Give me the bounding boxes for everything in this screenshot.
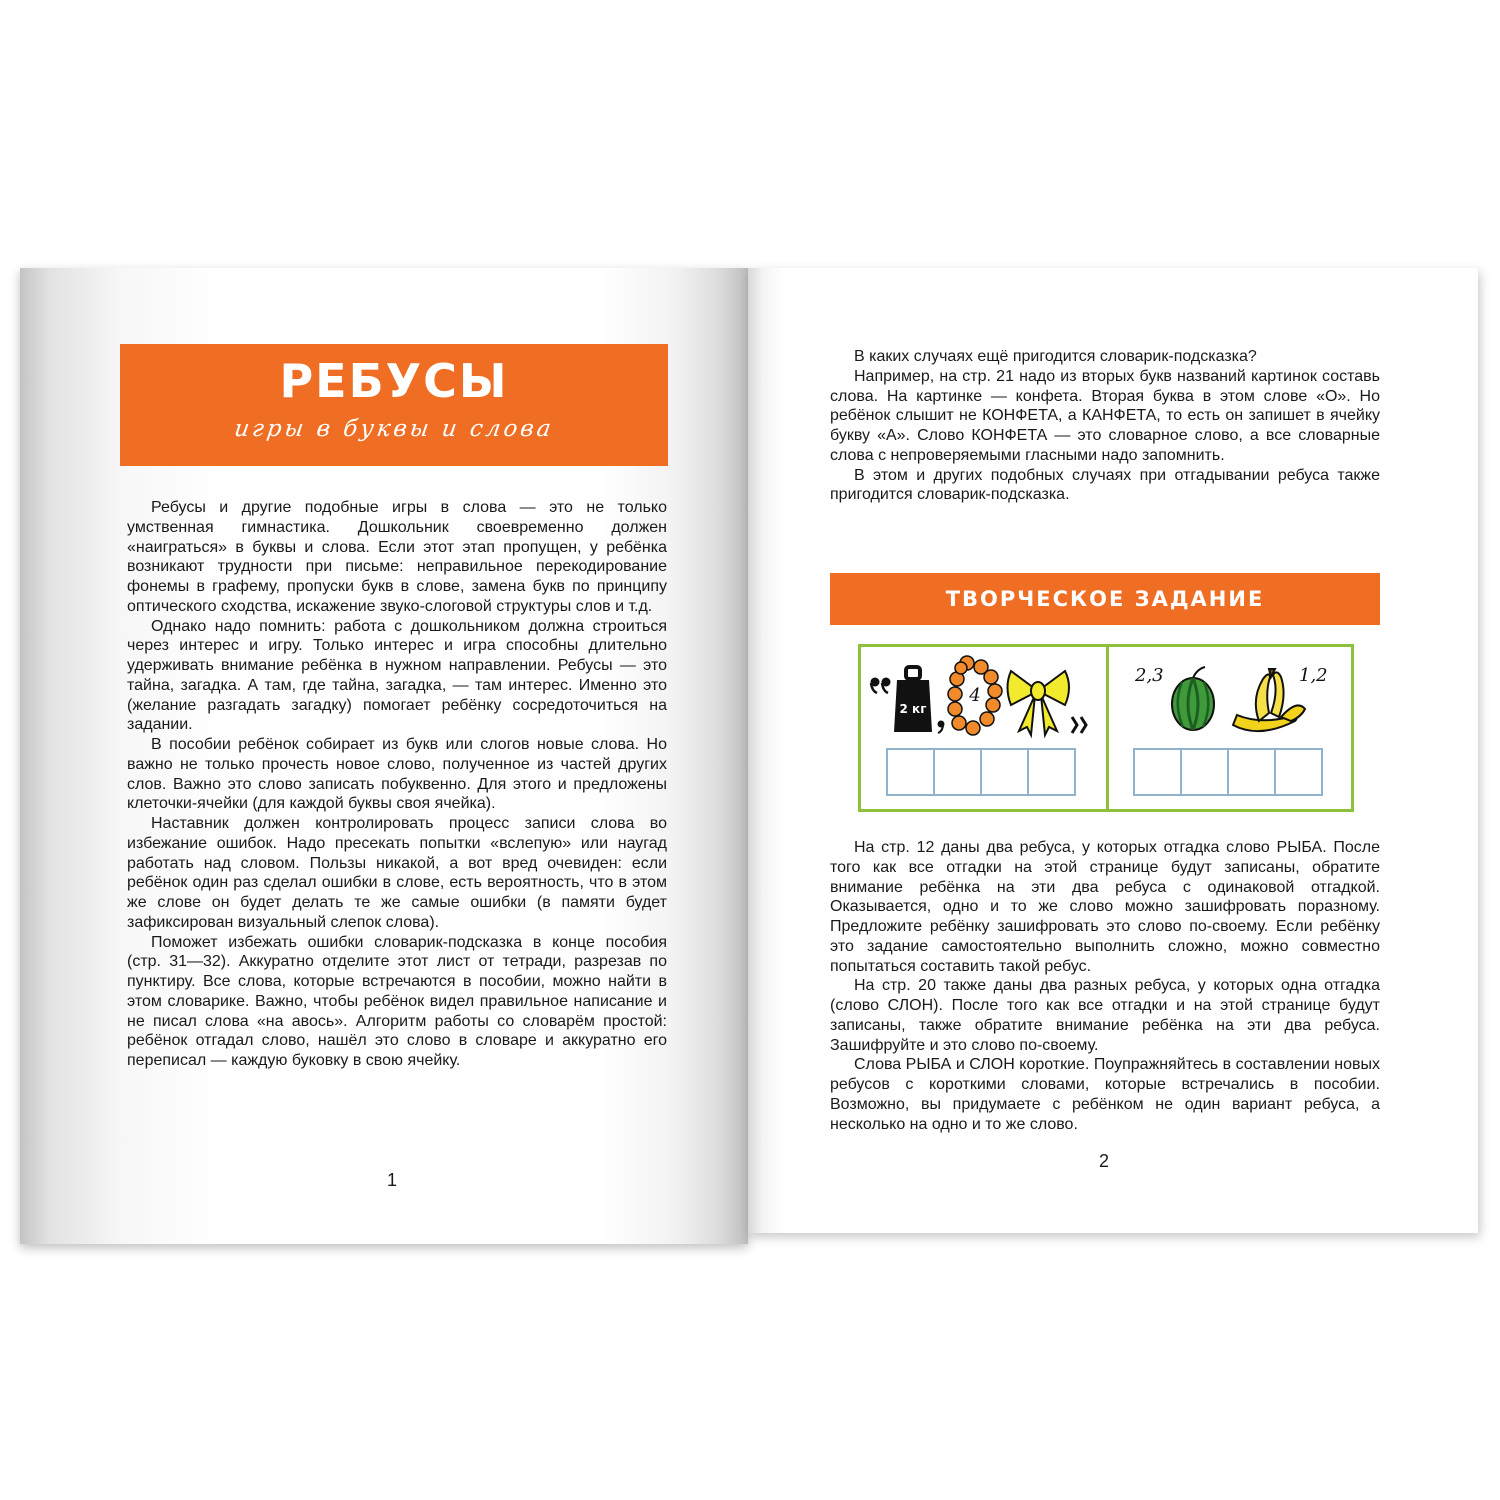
paragraph: В этом и других подобных случаях при отгадывании ребуса также пригодится словарик-подсказка. — [830, 466, 1380, 504]
hint-watermelon: 2,3 — [1135, 665, 1164, 686]
watermelon-icon — [1172, 667, 1214, 730]
paragraph: В пособии ребёнок собирает из букв или слогов новые слова. Но важно не только прочесть новое слово, полученное из частей других слов. Важно это слово записать побуквенно. Для этого и предложены клеточки-ячейки (для каждой буквы своя ячейка). — [127, 736, 667, 813]
svg-text:4: 4 — [969, 685, 981, 706]
answer-cell[interactable] — [1227, 748, 1276, 796]
page-subtitle: игры в буквы и слова — [232, 416, 556, 442]
answer-cell[interactable] — [980, 748, 1029, 796]
page-number: 1 — [387, 1170, 398, 1190]
answer-cell[interactable] — [886, 748, 935, 796]
paragraph: Ребусы и другие подобные игры в слова — это не только умственная гимнастика. Дошкольник своевременно должен «наиграться» в буквы и слова. Если этот этап пропущен, у ребёнка возникают трудности при письме: неправильное перекодирование фонемы в графему, пропуски букв в слове, замена букв по принципу оптического сходства, искажение звуко-слоговой структуры слов и т.д. — [127, 499, 667, 615]
rebus-right-pictures — [1109, 647, 1351, 747]
paragraph: Однако надо помнить: работа с дошкольником должна строиться через интерес и игру. Только интерес и игра способны длительно удерживать внимание ребёнка в нужном направлении. Ребусы — это тайна, загадка. А там, где тайна, загадка, — там интерес. Именно это (желание разгадать загадку) помогает ребёнку сосредоточиться на задании. — [127, 617, 667, 734]
page-title: РЕБУСЫ — [279, 354, 509, 408]
svg-text:2 кг: 2 кг — [899, 702, 927, 716]
banana-icon — [1233, 669, 1305, 731]
hint-banana: 1,2 — [1299, 665, 1328, 686]
answer-cells-left — [886, 748, 1076, 796]
right-page — [748, 268, 1478, 1233]
quote-close-icon — [1072, 717, 1086, 733]
right-bottom-text — [830, 838, 1380, 1134]
page-number: 2 — [1099, 1151, 1110, 1171]
answer-cell[interactable] — [933, 748, 982, 796]
paragraph: Наставник должен контролировать процесс записи слова во избежание ошибок. Надо пресекать попытки «вслепую» или наугад работать над словом. Пользы никакой, а вот вред очевиден: если ребёнок один раз сделал ошибки в слове, есть вероятность, что в этом же слове он будет делать те же самые ошибки (в памяти будет зафиксирован визуальный слепок слова). — [127, 815, 667, 931]
rebus-right — [1109, 647, 1351, 809]
answer-cell[interactable] — [1274, 748, 1323, 796]
task-banner: ТВОРЧЕСКОЕ ЗАДАНИЕ — [830, 573, 1380, 625]
rebus-left — [861, 647, 1106, 809]
quote-open-icon — [871, 678, 891, 694]
answer-cell[interactable] — [1027, 748, 1076, 796]
answer-cell[interactable] — [1180, 748, 1229, 796]
rebus-frame — [858, 644, 1354, 812]
paragraph: На стр. 12 даны два ребуса, у которых отгадка слово РЫБА. После того как все отгадки на этой странице будут записаны, обратите внимание ребёнка на эти два ребуса с одинаковой отгадкой. Оказывается, одно и то же слово можно зашифровать поразному. Предложите ребёнку зашифровать это слово по-своему. Если ребёнку это задание самостоятельно выполнить сложно, можно совместно попытаться составить такой ребус. — [830, 839, 1380, 975]
left-page — [20, 268, 748, 1244]
title-banner — [120, 344, 668, 466]
weight-icon — [894, 667, 932, 732]
paragraph: Поможет избежать ошибки словарик-подсказка в конце пособия (стр. 31—32). Аккуратно отделите этот лист от тетради, разрезав по пунктиру. Все слова, которые встречаются в пособии, можно найти в этом словарике. Важно, чтобы ребёнок видел правильное написание и не писал слова «на авось». Алгоритм работы со словарём простой: ребёнок отгадал слово, нашёл это слово в словаре и аккуратно его переписал — каждую буковку в свою ячейку. — [127, 933, 667, 1069]
answer-cell[interactable] — [1133, 748, 1182, 796]
right-top-text — [830, 347, 1380, 505]
paragraph: Слова РЫБА и СЛОН короткие. Поупражняйтесь в составлении новых ребусов с короткими словами, которые встречались в пособии. Возможно, вы придумаете с ребёнком не один вариант ребуса, а несколько на одно и то же слово. — [830, 1056, 1380, 1133]
bow-icon — [1008, 671, 1070, 735]
rebus-left-pictures — [861, 647, 1106, 747]
paragraph: На стр. 20 также даны два разных ребуса, у которых одна отгадка (слово СЛОН). После того как все отгадки и на этой странице будут записаны, также обратите внимание ребёнка на эти два ребуса. Зашифруйте и это слово по-своему. — [830, 977, 1380, 1054]
left-body-text — [127, 498, 667, 1071]
paragraph: В каких случаях ещё пригодится словарик-подсказка? — [854, 348, 1257, 365]
comma-icon — [938, 721, 945, 734]
paragraph: Например, на стр. 21 надо из вторых букв названий картинок составь слова. На картинке — конфета. Вторая буква в этом слове «О». Но ребёнок слышит не КОНФЕТА, а КАНФЕТА, то есть он запишет в ячейку букву «А». Слово КОНФЕТА — это словарное слово, а все словарные слова с непроверяемыми гласными надо запомнить. — [830, 367, 1380, 464]
answer-cells-right — [1133, 748, 1323, 796]
